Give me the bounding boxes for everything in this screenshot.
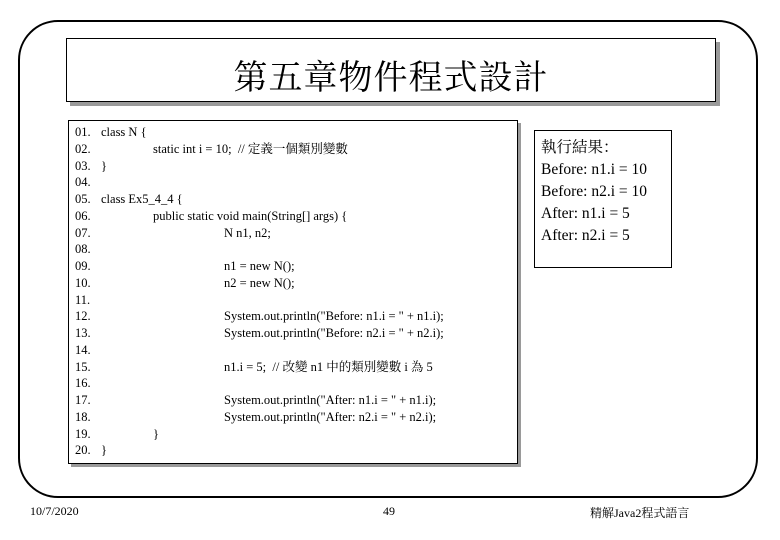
code-line-number: 11. [75,292,91,307]
code-line-text: class Ex5_4_4 { [101,192,183,206]
code-line-text: n2 = new N(); [224,275,295,290]
code-line-number: 10. [75,275,91,290]
output-line: Before: n2.i = 10 [541,183,648,200]
code-line-text: System.out.println("Before: n2.i = " + n2.i); [224,326,444,340]
code-line-text: n1 = new N(); [224,259,295,273]
code-line-number: 02. [75,141,91,156]
footer-date: 10/7/2020 [30,504,79,518]
output-line: After: n2.i = 5 [541,227,630,244]
code-line-text: } [101,443,107,458]
title-box [66,38,716,102]
code-line-number: 06. [75,208,91,223]
code-line-text: System.out.println("After: n1.i = " + n1.i); [224,393,437,407]
code-line-text: N n1, n2; [224,225,271,240]
code-line-number: 03. [75,158,91,173]
output-heading: 執行結果： [541,139,619,156]
code-line-text: n1.i = 5; // 改變 n1 中的類別變數 i 為 5 [224,359,433,374]
footer-page-number: 49 [383,504,395,518]
code-line-number: 14. [75,342,91,357]
footer-book-title: 精解Java2程式語言 [590,506,690,520]
code-line-number: 09. [75,259,91,273]
code-line-number: 20. [75,443,91,458]
output-line: Before: n1.i = 10 [541,161,648,178]
code-line-text: static int i = 10; // 定義一個類別變數 [153,141,348,156]
code-line-number: 15. [75,359,91,374]
code-line-number: 13. [75,326,91,340]
code-line-text: System.out.println("Before: n1.i = " + n1.i); [224,309,444,324]
code-line-number: 07. [75,225,91,240]
slide-title: 第五章物件程式設計 [233,60,549,97]
code-line-text: class N { [101,125,147,139]
code-line-number: 12. [75,309,91,324]
code-line-text: public static void main(String[] args) { [153,208,348,223]
code-line-number: 01. [75,125,91,139]
code-listing [68,120,518,464]
code-line-number: 19. [75,426,91,441]
output-box [534,130,672,268]
code-line-number: 04. [75,175,91,190]
code-line-number: 08. [75,242,91,257]
output-line: After: n1.i = 5 [541,205,630,222]
code-line-number: 16. [75,376,91,391]
code-line-text: } [153,426,159,441]
code-line-text: System.out.println("After: n2.i = " + n2.i); [224,409,437,424]
code-line-number: 18. [75,409,91,424]
code-line-text: } [101,158,107,173]
code-line-number: 05. [75,192,91,206]
code-line-number: 17. [75,393,91,407]
